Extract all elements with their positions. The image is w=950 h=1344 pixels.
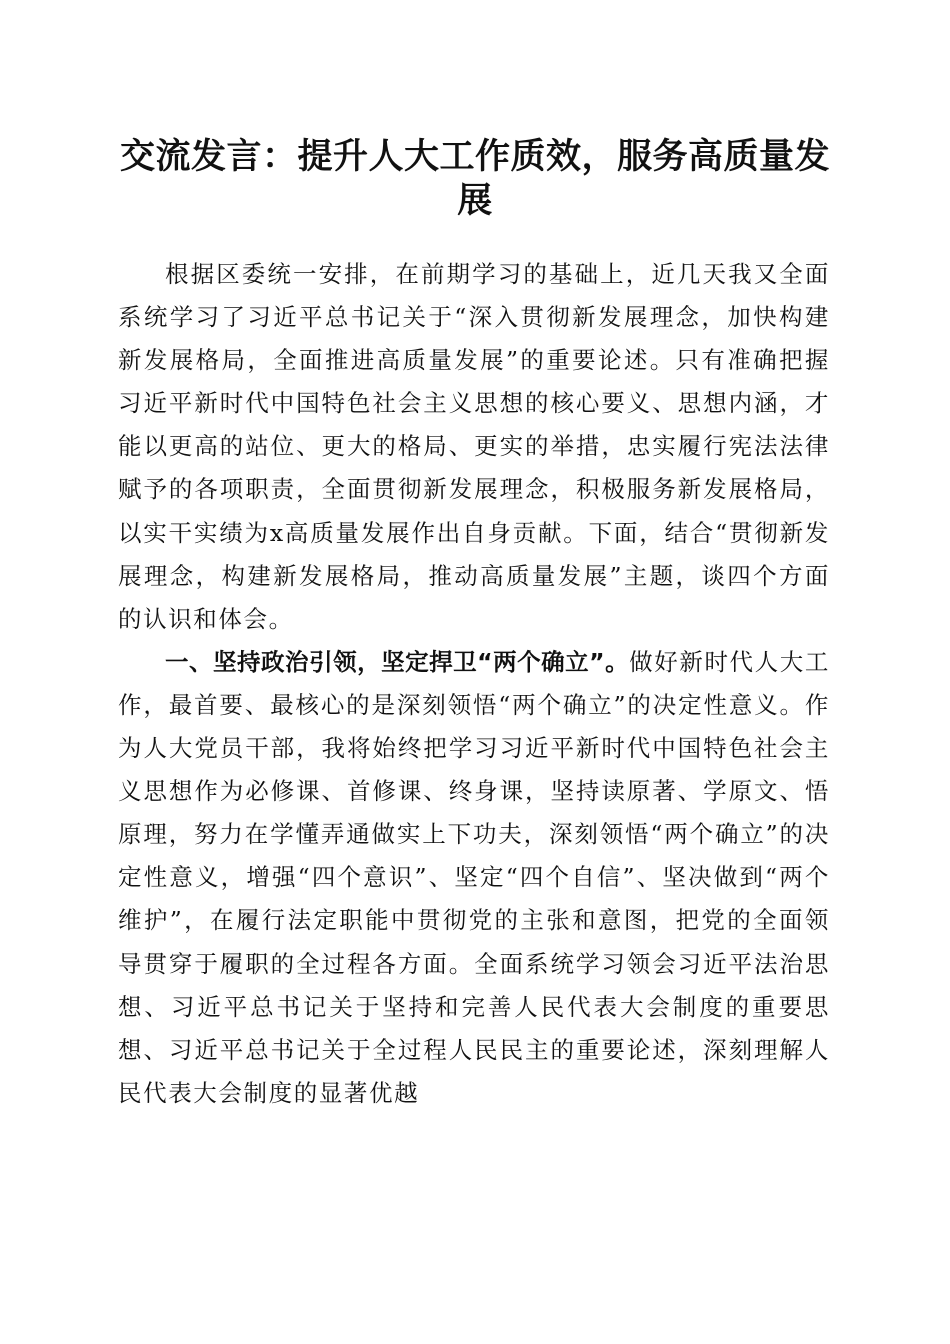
- intro-paragraph: 根据区委统一安排，在前期学习的基础上，近几天我又全面系统学习了习近平总书记关于“深入贯彻新发展理念，加快构建新发展格局，全面推进高质量发展”的重要论述。只有准确把握习近平新时代中国特色社会主义思想的核心要义、思想内涵，才能以更高的站位、更大的格局、更实的举措，忠实履行宪法法律赋予的各项职责，全面贯彻新发展理念，积极服务新发展格局，以实干实绩为x高质量发展作出自身贡献。下面，结合“贯彻新发展理念，构建新发展格局，推动高质量发展”主题，谈四个方面的认识和体会。: [118, 260, 830, 633]
- document-body: [118, 253, 830, 1115]
- document-title: 交流发言：提升人大工作质效，服务高质量发展: [119, 136, 830, 221]
- section-1-paragraph: [118, 641, 830, 1115]
- section-1-text: 做好新时代人大工作，最首要、最核心的是深刻领悟“两个确立”的决定性意义。作为人大党员干部，我将始终把学习习近平新时代中国特色社会主义思想作为必修课、首修课、终身课，坚持读原著、学原文、悟原理，努力在学懂弄通做实上下功夫，深刻领悟“两个确立”的决定性意义，增强“四个意识”、坚定“四个自信”、坚决做到“两个维护”，在履行法定职能中贯彻党的主张和意图，把党的全面领导贯穿于履职的全过程各方面。全面系统学习领会习近平法治思想、习近平总书记关于坚持和完善人民代表大会制度的重要思想、习近平总书记关于全过程人民民主的重要论述，深刻理解人民代表大会制度的显著优越: [118, 647, 830, 1107]
- section-1-heading: 一、坚持政治引领，坚定捍卫“两个确立”。: [165, 647, 630, 676]
